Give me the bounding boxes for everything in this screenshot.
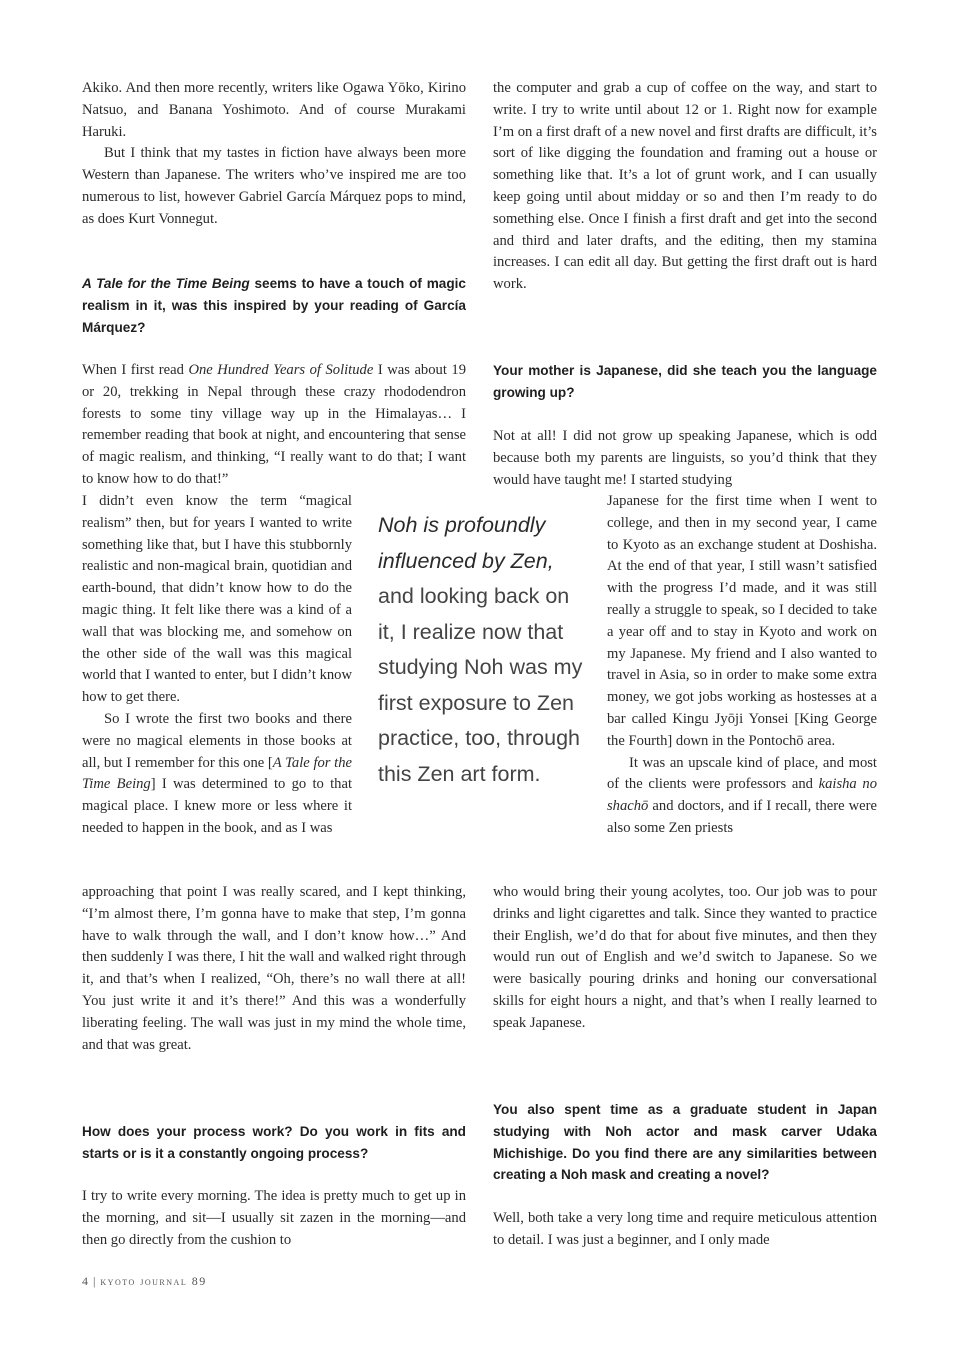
answer-block bbox=[493, 1208, 877, 1252]
paragraph: It was an upscale kind of place, and most of the clients were professors and kaisha no shachō and doctors, and if I recall, there were also some Zen priests bbox=[607, 754, 877, 836]
answer-narrow-block bbox=[607, 491, 877, 840]
answer-narrow-block bbox=[82, 491, 352, 840]
answer-wide-block bbox=[493, 882, 877, 1035]
pull-quote bbox=[378, 508, 588, 792]
answer-block bbox=[82, 1186, 466, 1251]
footer-separator: | bbox=[93, 1274, 97, 1288]
question-heading: Your mother is Japanese, did she teach you the language growing up? bbox=[493, 363, 877, 400]
right-column bbox=[493, 78, 877, 296]
japanese-term: kaisha no shachō bbox=[607, 776, 877, 815]
page-number: 4 bbox=[82, 1274, 89, 1288]
journal-name: kyoto journal 89 bbox=[100, 1274, 207, 1288]
paragraph: Not at all! I did not grow up speaking Japanese, which is odd because both my parents are linguists, so you’d think that they would have taught me! I started studying bbox=[493, 428, 877, 488]
paragraph: When I first read One Hundred Years of Solitude I was about 19 or 20, trekking in Nepal through these crazy rhododendron forests to some tiny village way up in the Himalayas… I remember reading that book at night, and encountering that sense of magic realism, and thinking, “I really want to do that; I want to know how to do that!” bbox=[82, 362, 466, 487]
question-heading: A Tale for the Time Being seems to have a touch of magic realism in it, was this inspired by your reading of García Márquez? bbox=[82, 276, 466, 335]
question-heading: How does your process work? Do you work in fits and starts or is it a constantly ongoing process? bbox=[82, 1124, 466, 1161]
answer-block bbox=[493, 426, 877, 491]
paragraph: But I think that my tastes in fiction have always been more Western than Japanese. The writers who’ve inspired me are too numerous to list, however Gabriel García Márquez pops to mind, as does Kurt Vonnegut. bbox=[82, 145, 466, 227]
paragraph: approaching that point I was really scared, and I kept thinking, “I’m almost there, I’m gonna have to make that step, I’m gonna have to walk through the wall, and I don’t know how…” And then suddenly I was there, I hit the wall and walked right through it, and that’s when I realized, “Oh, there’s no wall there at all! You just write it and it’s there!” And this was a wonderfully liberating feeling. The wall was just in my mind the whole time, and that was great. bbox=[82, 884, 466, 1053]
book-title: A Tale for the Time Being bbox=[82, 276, 250, 291]
question-heading: You also spent time as a graduate student in Japan studying with Noh actor and mask carver Udaka Michishige. Do you find there are any similarities between creating a Noh mask and creating a novel? bbox=[493, 1102, 877, 1183]
paragraph: Well, both take a very long time and require meticulous attention to detail. I was just a beginner, and I only made bbox=[493, 1210, 877, 1248]
paragraph: I try to write every morning. The idea is pretty much to get up in the morning, and sit—I usually sit zazen in the morning—and then go directly from the cushion to bbox=[82, 1188, 466, 1248]
pull-quote-highlight: Noh is profoundly influenced by Zen, bbox=[378, 513, 554, 573]
paragraph: who would bring their young acolytes, too. Our job was to pour drinks and light cigarettes and talk. Since they wanted to practice their English, we’d do that for about five minutes, and then they would run out of English and we’d switch to Japanese. So we were basically pouring drinks and honing our conversational skills for eight hours a night, and that’s when I really learned to speak Japanese. bbox=[493, 884, 877, 1031]
page-footer bbox=[82, 1274, 207, 1289]
pull-quote-text: and looking back on it, I realize now that studying Noh was my first exposure to Zen practice, too, through this Zen art form. bbox=[378, 584, 583, 786]
paragraph: Akiko. And then more recently, writers like Ogawa Yōko, Kirino Natsuo, and Banana Yoshimoto. And of course Murakami Haruki. bbox=[82, 80, 466, 140]
paragraph: the computer and grab a cup of coffee on the way, and start to write. I try to write until about 12 or 1. Right now for example I’m on a first draft of a new novel and first drafts are difficult, it’s sort of like digging the foundation and framing out a house or something like that. It’s a lot of grunt work, and I can usually keep going until about midday or so and then I’m ready to do something else. Once I finish a first draft and get into the second and third and later drafts, and the editing, then my stamina increases. I can edit all day. But getting the first draft out is hard work. bbox=[493, 80, 877, 293]
paragraph: Japanese for the first time when I went to college, and then in my second year, I came to Kyoto as an exchange student at Doshisha. At the end of that year, I still wasn’t satisfied with the progress I’d made, and it was still really a struggle to speak, so I decided to take a year off and to stay in Kyoto and work on my Japanese. My friend and I also wanted to travel in Asia, so in order to make some extra money, we got jobs working as hostesses at a bar called Kingu Jyōji Yonsei [King George the Fourth] down in the Pontochō area. bbox=[607, 493, 877, 749]
answer-block bbox=[82, 360, 466, 491]
answer-wide-block bbox=[82, 882, 466, 1056]
paragraph: I didn’t even know the term “magical realism” then, but for years I wanted to write something like that, but I have this stubbornly realistic and non-magical brain, quotidian and earth-bound, that didn’t know how to do the magic thing. It felt like there was a kind of a wall that was blocking me, and somehow on the other side of the wall was this magical world that I wanted to enter, but I didn’t know how to get there. bbox=[82, 493, 352, 706]
left-column bbox=[82, 78, 466, 231]
book-title: One Hundred Years of Solitude bbox=[188, 362, 374, 378]
book-title: A Tale for the Time Being bbox=[82, 754, 352, 793]
paragraph: So I wrote the first two books and there were no magical elements in those books at all, but I remember for this one [A Tale for the Time Being] I was determined to go to that magical place. I knew more or less where it needed to happen in the book, and as I was bbox=[82, 710, 352, 836]
